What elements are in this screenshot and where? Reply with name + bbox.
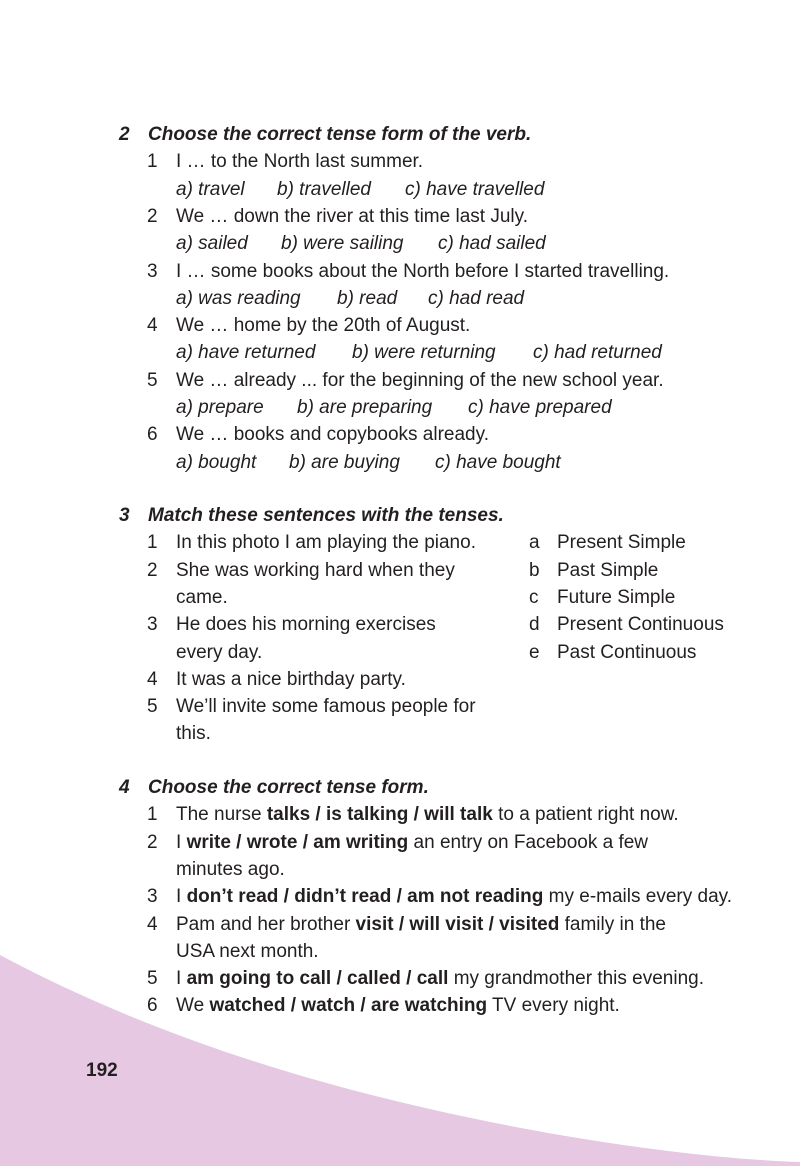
question-text: We … books and copybooks already. [176,424,489,446]
tense-letter: b [529,559,540,581]
option-c: c) have bought [435,451,561,473]
verb-choices: talks / is talking / will talk [266,804,493,826]
tense-letter: d [529,614,540,636]
item-number: 2 [147,831,158,853]
question-text [176,965,704,992]
verb-choices: visit / will visit / visited [355,913,560,935]
option-a: a) was reading [176,287,301,309]
item-number: 2 [147,205,158,227]
item-number: 5 [147,696,158,718]
option-a: a) prepare [176,397,264,418]
item-number: 4 [147,315,158,337]
sentence-text: every day. [176,641,263,663]
sentence-text: In this photo I am playing the piano. [176,532,476,554]
question-text [176,992,620,1019]
question-text: I … to the North last summer. [176,151,424,173]
option-c: c) have travelled [405,178,545,200]
exercise-number: 4 [119,777,130,798]
text-after: an entry on Facebook a few [408,831,649,853]
option-c: c) had returned [533,342,662,364]
option-b: b) were sailing [281,233,404,255]
verb-choices: don’t read / didn’t read / am not reading [186,886,544,908]
exercise-number: 2 [119,124,130,145]
question-text [176,883,732,910]
question-text: USA next month. [176,940,319,962]
text-before: We [176,995,210,1017]
tense-letter: e [529,641,540,663]
item-number: 1 [147,151,158,173]
option-b: b) read [337,287,398,309]
option-a: a) travel [176,178,245,200]
text-after: family in the [559,913,666,935]
question-text [176,801,679,828]
text-before: The nurse [176,804,267,826]
verb-choices: am going to call / called / call [186,968,449,990]
tense-letter: a [529,532,540,554]
tense-name: Present Simple [557,532,686,554]
verb-choices: write / wrote / am writing [186,831,409,853]
option-a: a) bought [176,451,257,473]
question-text: We … already ... for the beginning of the new school year. [176,369,664,391]
question-text: We … home by the 20th of August. [176,315,471,337]
item-number: 1 [147,804,158,826]
item-number: 3 [147,260,158,282]
option-b: b) travelled [277,178,371,200]
exercise-number: 3 [119,505,130,526]
option-a: a) sailed [176,233,248,255]
sentence-text: We’ll invite some famous people for [176,696,476,718]
item-number: 6 [147,995,158,1017]
sentence-text: this. [176,723,211,745]
option-c: c) have prepared [468,397,612,418]
option-c: c) had read [428,287,525,309]
option-b: b) are buying [289,451,400,473]
option-a: a) have returned [176,342,316,364]
page-number: 192 [86,1060,118,1081]
exercise-title: Match these sentences with the tenses. [148,505,504,526]
item-number: 5 [147,369,158,391]
item-number: 4 [147,913,158,935]
text-after: to a patient right now. [492,804,679,826]
item-number: 2 [147,559,158,581]
question-text: We … down the river at this time last July. [176,205,528,227]
text-after: my e-mails every day. [543,886,733,908]
sentence-text: came. [176,586,228,608]
item-number: 3 [147,886,158,908]
question-text [176,829,648,856]
option-b: b) were returning [352,342,496,364]
option-b: b) are preparing [297,397,433,418]
item-number: 3 [147,614,158,636]
question-text: minutes ago. [176,858,285,880]
text-before: I [176,831,187,853]
text-before: I [176,886,187,908]
sentence-text: She was working hard when they [176,559,455,581]
exercise-title: Choose the correct tense form. [148,777,429,798]
text-after: my grandmother this evening. [448,968,704,990]
text-after: TV every night. [487,995,620,1017]
item-number: 4 [147,668,158,690]
verb-choices: watched / watch / are watching [209,995,488,1017]
tense-name: Past Continuous [557,641,697,663]
text-before: Pam and her brother [176,913,356,935]
tense-name: Present Continuous [557,614,724,636]
item-number: 1 [147,532,158,554]
tense-letter: c [529,586,539,608]
item-number: 5 [147,968,158,990]
item-number: 6 [147,424,158,446]
sentence-text: It was a nice birthday party. [176,668,406,690]
option-c: c) had sailed [438,233,546,255]
question-text: I … some books about the North before I started travelling. [176,260,670,282]
text-before: I [176,968,187,990]
tense-name: Past Simple [557,559,659,581]
question-text [176,911,666,938]
exercise-title: Choose the correct tense form of the verb. [148,124,532,145]
sentence-text: He does his morning exercises [176,614,436,636]
tense-name: Future Simple [557,586,676,608]
